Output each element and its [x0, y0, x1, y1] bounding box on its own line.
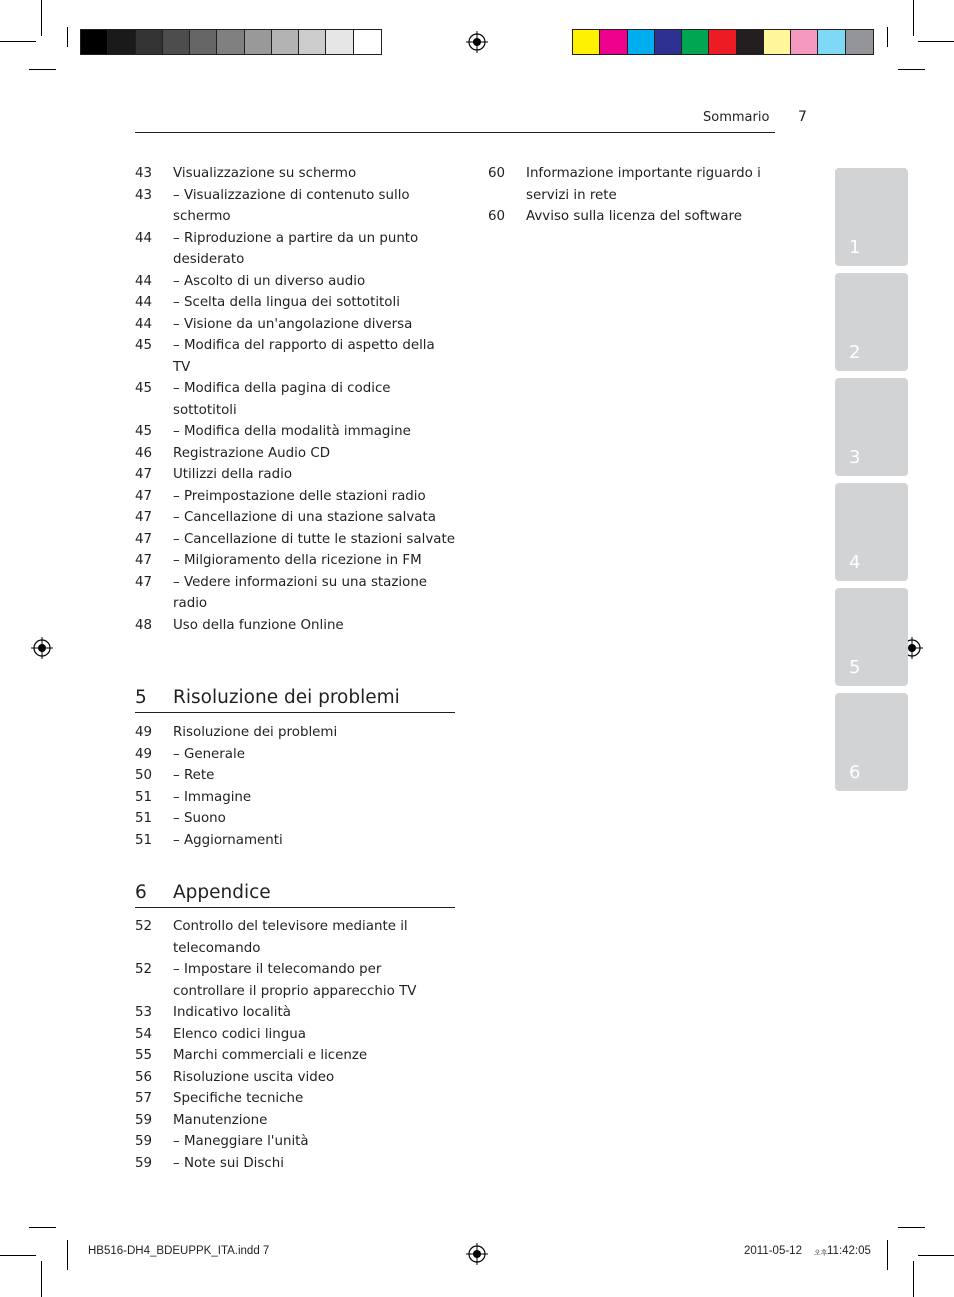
toc-list-section6 — [135, 916, 455, 1174]
toc-page-number: 44 — [135, 273, 153, 289]
running-header-title: Sommario — [703, 110, 770, 125]
color-swatch — [326, 30, 353, 54]
toc-entry — [135, 744, 455, 766]
color-swatch — [818, 30, 845, 54]
toc-page-number: 59 — [135, 1155, 153, 1171]
toc-entry — [135, 228, 455, 271]
color-swatch — [108, 30, 135, 54]
toc-page-number: 49 — [135, 725, 153, 740]
toc-page-number: 49 — [135, 746, 153, 762]
toc-entry — [135, 292, 455, 314]
toc-page-number: 60 — [488, 166, 506, 181]
chapter-tab-label: 6 — [849, 762, 861, 783]
toc-entry — [135, 1024, 455, 1046]
toc-page-number: 52 — [135, 919, 153, 934]
toc-page-number: 45 — [135, 424, 153, 439]
toc-entry — [135, 722, 455, 744]
toc-entry-text: Elenco codici lingua — [173, 1026, 306, 1042]
toc-entry-text: – Preimpostazione delle stazioni radio — [173, 488, 426, 504]
color-swatch — [791, 30, 818, 54]
color-swatch — [628, 30, 655, 54]
toc-page-number: 44 — [135, 316, 153, 332]
section-number: 5 — [135, 687, 147, 708]
toc-entry-text: – Ascolto di un diverso audio — [173, 273, 366, 289]
toc-entry — [135, 959, 455, 1002]
toc-page-number: 44 — [135, 230, 153, 246]
color-swatch — [299, 30, 326, 54]
crop-mark — [29, 1227, 56, 1228]
toc-entry-text: Indicativo località — [173, 1005, 291, 1020]
toc-entry-text: – Modifica della pagina di codice sottotitoli — [173, 381, 391, 418]
toc-entry — [135, 1067, 455, 1089]
toc-entry-text: – Vedere informazioni su una stazione radio — [173, 574, 428, 611]
toc-entry — [135, 1045, 455, 1067]
toc-list-col2 — [488, 163, 808, 228]
chapter-tab-label: 1 — [849, 237, 861, 258]
toc-entry-text: – Rete — [173, 768, 215, 783]
toc-entry-text: Marchi commerciali e licenze — [173, 1048, 368, 1063]
color-swatch — [737, 30, 764, 54]
toc-entry-text: – Generale — [173, 746, 245, 762]
toc-entry-text: Manutenzione — [173, 1112, 268, 1128]
toc-entry — [135, 550, 455, 572]
toc-entry — [135, 464, 455, 486]
toc-page-number: 47 — [135, 488, 153, 504]
section-heading-6 — [135, 882, 455, 908]
toc-page-number: 59 — [135, 1112, 153, 1128]
toc-entry — [135, 830, 455, 852]
toc-entry-text: – Modifica del rapporto di aspetto della TV — [173, 338, 435, 375]
toc-page-number: 47 — [135, 553, 153, 568]
toc-page-number: 55 — [135, 1048, 153, 1063]
toc-entry-text: Risoluzione dei problemi — [173, 725, 338, 740]
slug-time-box: 오후 — [814, 1250, 828, 1257]
toc-entry-text: – Riproduzione a partire da un punto desiderato — [173, 230, 419, 267]
toc-entry-text: Utilizzi della radio — [173, 467, 293, 482]
toc-entry — [135, 1088, 455, 1110]
toc-entry-text: Avviso sulla licenza del software — [526, 209, 742, 224]
crop-mark — [41, 1261, 42, 1297]
slug-time: 11:42:05 — [827, 1245, 871, 1257]
toc-entry — [488, 163, 808, 206]
toc-entry-text: – Cancellazione di una stazione salvata — [173, 510, 436, 525]
toc-entry-text: Registrazione Audio CD — [173, 445, 330, 461]
toc-entry-text: Informazione importante riguardo i servizi in rete — [526, 166, 761, 203]
toc-entry — [135, 572, 455, 615]
toc-entry-text: Uso della funzione Online — [173, 617, 344, 633]
toc-page-number: 46 — [135, 445, 153, 461]
toc-entry-text: – Note sui Dischi — [173, 1155, 284, 1171]
toc-page-number: 51 — [135, 789, 153, 805]
toc-entry — [488, 206, 808, 228]
chapter-tab-1 — [835, 168, 908, 266]
toc-entry-text: Risoluzione uscita video — [173, 1069, 335, 1085]
color-swatch — [600, 30, 627, 54]
toc-entry-text: – Cancellazione di tutte le stazioni salvate — [173, 531, 455, 547]
toc-entry — [135, 185, 455, 228]
toc-entry — [135, 314, 455, 336]
crop-mark — [918, 41, 954, 42]
toc-entry — [135, 421, 455, 443]
toc-entry — [135, 443, 455, 465]
toc-page-number: 43 — [135, 187, 153, 203]
section-title: Risoluzione dei problemi — [173, 687, 400, 708]
toc-page-number: 43 — [135, 166, 153, 181]
toc-page-number: 56 — [135, 1069, 153, 1085]
toc-entry-text: – Milgioramento della ricezione in FM — [173, 553, 422, 568]
toc-page-number: 44 — [135, 295, 153, 310]
toc-page-number: 47 — [135, 467, 153, 482]
color-swatch — [682, 30, 709, 54]
toc-page-number: 52 — [135, 962, 153, 977]
color-swatch — [136, 30, 163, 54]
chapter-tab-label: 4 — [849, 552, 861, 573]
toc-entry — [135, 378, 455, 421]
toc-page-number: 51 — [135, 832, 153, 848]
toc-entry — [135, 916, 455, 959]
crop-mark — [0, 1255, 36, 1256]
process-color-bar — [572, 29, 874, 55]
grayscale-color-bar — [80, 29, 382, 55]
toc-entry-text: – Modifica della modalità immagine — [173, 424, 411, 439]
toc-entry-text: – Immagine — [173, 789, 252, 805]
color-swatch — [846, 30, 873, 54]
crop-mark — [67, 1240, 68, 1270]
toc-list-section5 — [135, 722, 455, 851]
header-rule — [135, 132, 775, 133]
color-swatch — [272, 30, 299, 54]
crop-mark — [887, 27, 888, 47]
crop-mark — [913, 0, 914, 36]
toc-page-number: 51 — [135, 811, 153, 826]
crop-mark — [898, 1227, 925, 1228]
toc-page-number: 57 — [135, 1091, 153, 1106]
toc-entry — [135, 787, 455, 809]
registration-mark-icon — [466, 1243, 488, 1265]
slug-filename: HB516-DH4_BDEUPPK_ITA.indd 7 — [88, 1245, 270, 1257]
toc-entry — [135, 529, 455, 551]
registration-mark-icon — [31, 637, 53, 659]
toc-page-number: 54 — [135, 1026, 153, 1042]
toc-entry — [135, 1153, 455, 1175]
section-number: 6 — [135, 882, 147, 903]
toc-entry — [135, 1002, 455, 1024]
page-number: 7 — [798, 109, 807, 125]
color-swatch — [81, 30, 108, 54]
crop-mark — [29, 69, 56, 70]
toc-entry-text: Controllo del televisore mediante il telecomando — [173, 919, 408, 956]
crop-mark — [913, 1261, 914, 1297]
crop-mark — [918, 1255, 954, 1256]
toc-entry-text: – Visualizzazione di contenuto sullo schermo — [173, 187, 410, 224]
toc-entry — [135, 335, 455, 378]
crop-mark — [898, 69, 925, 70]
toc-list-col1 — [135, 163, 455, 636]
color-swatch — [245, 30, 272, 54]
crop-mark — [41, 0, 42, 36]
toc-page-number: 53 — [135, 1005, 153, 1020]
toc-entry-text: – Maneggiare l'unità — [173, 1134, 309, 1149]
color-swatch — [163, 30, 190, 54]
toc-page-number: 45 — [135, 381, 153, 396]
section-heading-5 — [135, 687, 455, 713]
toc-page-number: 47 — [135, 531, 153, 547]
toc-page-number: 48 — [135, 617, 153, 633]
toc-entry — [135, 163, 455, 185]
crop-mark — [67, 27, 68, 47]
toc-entry-text: Visualizzazione su schermo — [173, 166, 357, 181]
crop-mark — [0, 41, 36, 42]
crop-mark — [887, 1240, 888, 1270]
chapter-tab-4 — [835, 483, 908, 581]
toc-entry-text: – Scelta della lingua dei sottotitoli — [173, 295, 400, 310]
chapter-tab-3 — [835, 378, 908, 476]
toc-entry — [135, 615, 455, 637]
toc-page-number: 50 — [135, 768, 153, 783]
toc-page-number: 47 — [135, 510, 153, 525]
toc-entry — [135, 1131, 455, 1153]
chapter-tab-label: 3 — [849, 447, 861, 468]
toc-entry — [135, 271, 455, 293]
toc-entry — [135, 507, 455, 529]
toc-entry-text: Specifiche tecniche — [173, 1091, 304, 1106]
slug-date: 2011-05-12 — [744, 1245, 802, 1257]
chapter-tab-label: 2 — [849, 342, 861, 363]
chapter-tab-2 — [835, 273, 908, 371]
color-swatch — [573, 30, 600, 54]
toc-entry — [135, 808, 455, 830]
toc-entry-text: – Aggiornamenti — [173, 832, 283, 848]
toc-entry — [135, 486, 455, 508]
registration-mark-icon — [466, 31, 488, 53]
chapter-tab-5 — [835, 588, 908, 686]
toc-entry-text: – Impostare il telecomando per controllare il proprio apparecchio TV — [173, 962, 417, 999]
color-swatch — [709, 30, 736, 54]
color-swatch — [190, 30, 217, 54]
toc-entry-text: – Visione da un'angolazione diversa — [173, 316, 413, 332]
chapter-tab-6 — [835, 693, 908, 791]
color-swatch — [655, 30, 682, 54]
toc-page-number: 47 — [135, 574, 153, 590]
toc-page-number: 59 — [135, 1134, 153, 1149]
chapter-tab-label: 5 — [849, 657, 861, 678]
color-swatch — [764, 30, 791, 54]
color-swatch — [354, 30, 381, 54]
toc-page-number: 60 — [488, 209, 506, 224]
section-title: Appendice — [173, 882, 271, 903]
toc-entry-text: – Suono — [173, 811, 226, 826]
toc-page-number: 45 — [135, 338, 153, 353]
toc-entry — [135, 765, 455, 787]
color-swatch — [217, 30, 244, 54]
toc-entry — [135, 1110, 455, 1132]
